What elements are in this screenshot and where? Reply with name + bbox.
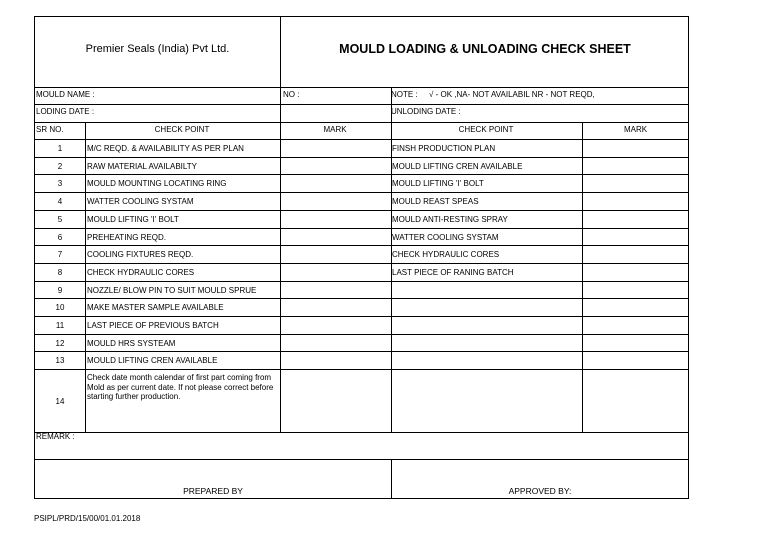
grid-hline (35, 369, 688, 370)
prepared-by: PREPARED BY (183, 486, 243, 496)
loading-check-point: MAKE MASTER SAMPLE AVAILABLE (87, 302, 224, 312)
loading-check-point: CHECK HYDRAULIC CORES (87, 267, 195, 277)
loading-check-point: WATTER COOLING SYSTAM (87, 196, 194, 206)
unloading-check-point: FINSH PRODUCTION PLAN (392, 143, 496, 153)
approved-by: APPROVED BY: (508, 486, 572, 496)
grid-hline (35, 432, 688, 433)
grid-hline (35, 157, 688, 158)
col-mark-right: MARK (623, 125, 648, 134)
unloading-check-point: LAST PIECE OF RANING BATCH (392, 267, 514, 277)
note-text: √ - OK ,NA- NOT AVAILABIL NR - NOT REQD, (429, 90, 595, 99)
grid-hline (35, 139, 688, 140)
unloading-check-point: MOULD LIFTING 'I' BOLT (392, 178, 484, 188)
grid-vline (85, 122, 86, 432)
sheet-title: MOULD LOADING & UNLOADING CHECK SHEET (339, 42, 631, 56)
grid-hline (35, 174, 688, 175)
row-sr-no: 8 (57, 267, 63, 277)
grid-hline (35, 334, 688, 335)
loading-check-point: M/C REQD. & AVAILABILITY AS PER PLAN (87, 143, 244, 153)
unloading-check-point: MOULD ANTI-RESTING SPRAY (392, 214, 508, 224)
unloading-check-point: WATTER COOLING SYSTAM (392, 232, 499, 242)
grid-hline (35, 316, 688, 317)
grid-vline (280, 87, 281, 432)
row-sr-no: 1 (57, 143, 63, 153)
grid-hline (35, 281, 688, 282)
row-sr-no: 12 (55, 338, 65, 348)
grid-hline (35, 351, 688, 352)
loading-check-point: Check date month calendar of first part coming from Mold as per current date. If not please correct before starting further production. (87, 373, 274, 401)
row-sr-no: 6 (57, 232, 63, 242)
row-sr-no: 10 (55, 302, 65, 312)
grid-hline (35, 192, 688, 193)
row-sr-no: 3 (57, 178, 63, 188)
mould-name-label: MOULD NAME : (36, 90, 95, 99)
loading-check-point: PREHEATING REQD. (87, 232, 166, 242)
col-check-point-left: CHECK POINT (154, 125, 210, 134)
grid-hline (35, 87, 688, 88)
document-code: PSIPL/PRD/15/00/01.01.2018 (34, 514, 141, 523)
row-sr-no: 7 (57, 249, 63, 259)
note-label: NOTE : (391, 90, 418, 99)
row-sr-no: 9 (57, 285, 63, 295)
row-sr-no: 4 (57, 196, 63, 206)
grid-hline (35, 122, 688, 123)
row-sr-no: 5 (57, 214, 63, 224)
grid-hline (35, 298, 688, 299)
loading-check-point: MOULD HRS SYSTEAM (87, 338, 176, 348)
loading-check-point: NOZZLE/ BLOW PIN TO SUIT MOULD SPRUE (87, 285, 257, 295)
no-label: NO : (283, 90, 300, 99)
grid-hline (35, 210, 688, 211)
grid-hline (35, 104, 688, 105)
loading-check-point: MOULD LIFTING CREN AVAILABLE (87, 355, 218, 365)
grid-hline (35, 228, 688, 229)
company-name: Premier Seals (India) Pvt Ltd. (85, 43, 230, 55)
grid-hline (35, 245, 688, 246)
check-sheet (34, 16, 689, 499)
col-sr-no: SR NO. (36, 125, 64, 134)
grid-vline (582, 122, 583, 432)
unloading-check-point: MOULD REAST SPEAS (392, 196, 479, 206)
grid-hline (35, 263, 688, 264)
loading-check-point: RAW MATERIAL AVAILABILTY (87, 161, 197, 171)
remark-label: REMARK : (36, 432, 75, 441)
loading-check-point: COOLING FIXTURES REQD. (87, 249, 194, 259)
row-sr-no: 11 (55, 320, 65, 330)
unloading-date-label: UNLODING DATE : (391, 107, 461, 116)
row-sr-no: 2 (57, 161, 63, 171)
unloading-check-point: MOULD LIFTING CREN AVAILABLE (392, 161, 523, 171)
loading-check-point: LAST PIECE OF PREVIOUS BATCH (87, 320, 219, 330)
grid-vline (280, 17, 281, 87)
col-check-point-right: CHECK POINT (458, 125, 514, 134)
grid-hline (35, 459, 688, 460)
loading-check-point: MOULD MOUNTING LOCATING RING (87, 178, 227, 188)
unloading-check-point: CHECK HYDRAULIC CORES (392, 249, 500, 259)
row-sr-no: 14 (55, 396, 65, 406)
row-sr-no: 13 (55, 355, 65, 365)
col-mark-left: MARK (323, 125, 347, 134)
loading-date-label: LODING DATE : (36, 107, 95, 116)
loading-check-point: MOULD LIFTING 'I' BOLT (87, 214, 179, 224)
